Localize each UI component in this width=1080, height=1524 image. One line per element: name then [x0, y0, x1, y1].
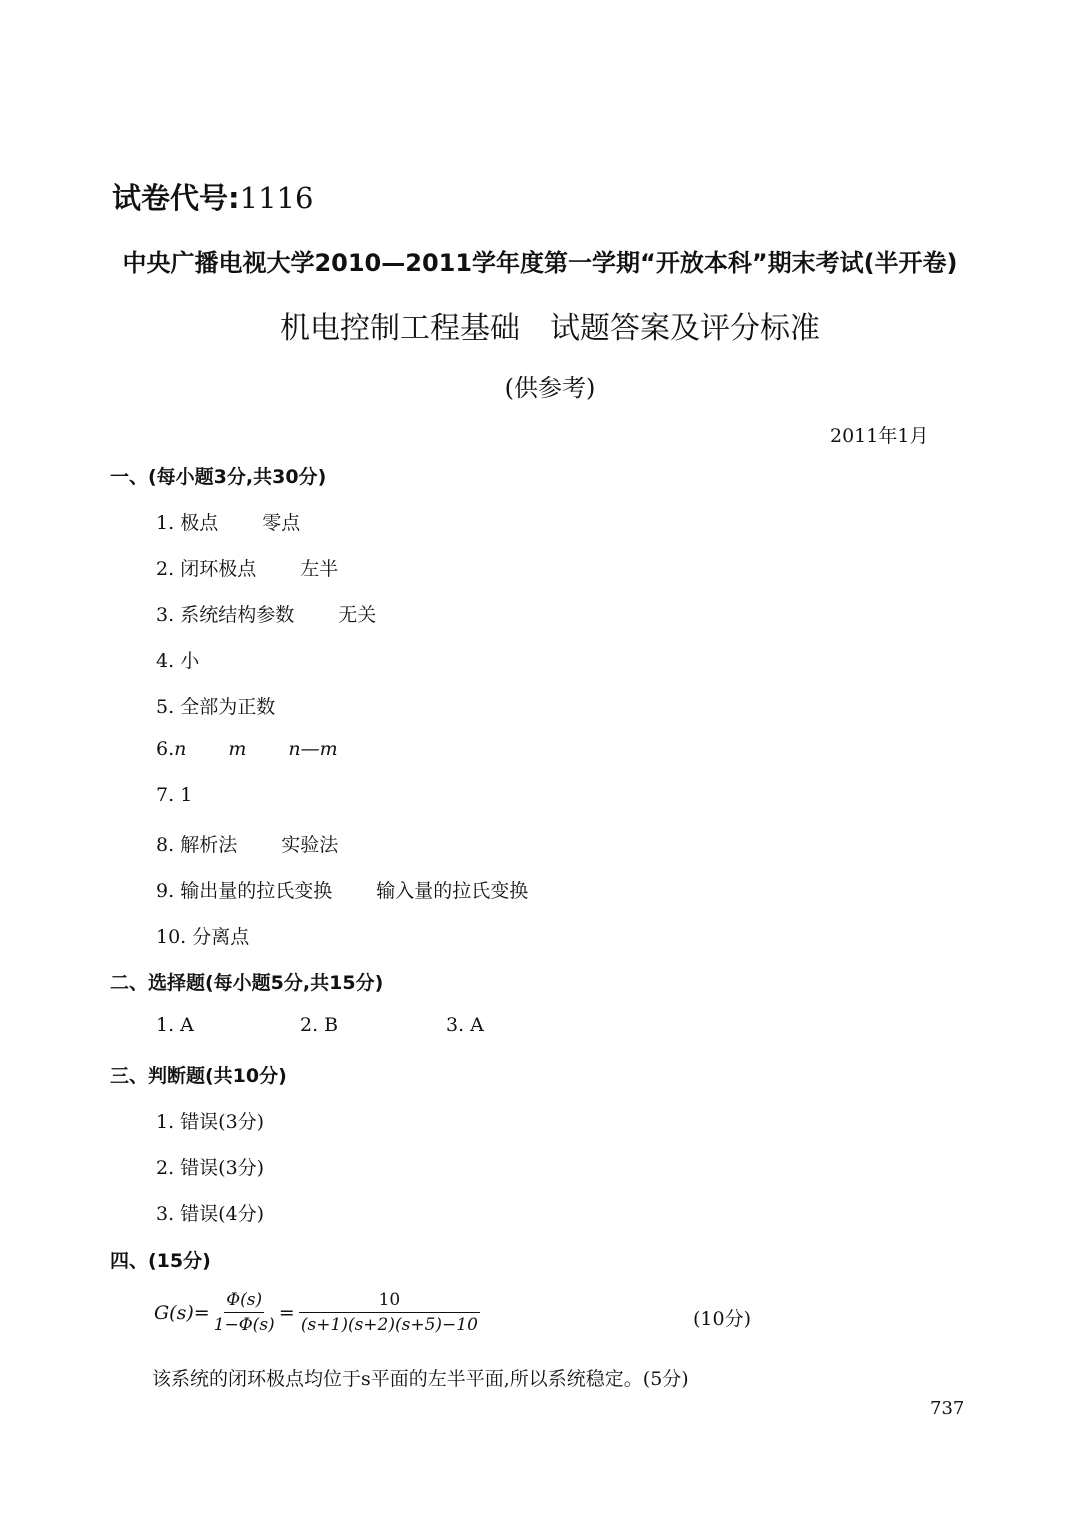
s1-item-4 — [156, 646, 199, 673]
item-answer-a: 系统结构参数 — [180, 604, 295, 626]
paper-code-value: 1116 — [239, 181, 314, 215]
s1-item-9 — [156, 876, 528, 903]
formula-fraction-2 — [299, 1290, 481, 1335]
item-answer-b: 零点 — [262, 512, 301, 534]
s1-item-10 — [156, 922, 249, 949]
item-number: 7. — [156, 784, 175, 806]
formula-equals: = — [278, 1301, 295, 1324]
s1-item-6 — [156, 738, 338, 760]
subtitle: (供参考) — [504, 374, 596, 402]
formula-fraction-1 — [214, 1290, 275, 1335]
main-title: 机电控制工程基础 试题答案及评分标准 — [280, 311, 820, 346]
fraction-1-denominator: 1−Φ(s) — [213, 1315, 275, 1335]
section-1-title: 一、(每小题3分,共30分) — [110, 466, 327, 488]
paper-code — [112, 176, 313, 217]
s1-item-1 — [156, 508, 300, 535]
section-3-title: 三、判断题(共10分) — [110, 1065, 287, 1087]
s2-answer-2: 2. B — [300, 1014, 339, 1036]
item-number: 4. — [156, 650, 175, 672]
s3-item-2: 2. 错误(3分) — [156, 1157, 265, 1179]
s2-answer-3: 3. A — [446, 1014, 484, 1036]
fraction-2-numerator: 10 — [299, 1290, 481, 1313]
exam-title: 中央广播电视大学2010—2011学年度第一学期“开放本科”期末考试(半开卷) — [122, 249, 958, 277]
section-2-title: 二、选择题(每小题5分,共15分) — [110, 972, 384, 994]
s2-answer-1: 1. A — [156, 1014, 194, 1036]
page-number: 737 — [930, 1398, 965, 1419]
item-number: 5. — [156, 696, 175, 718]
item-answer-a: 输出量的拉氏变换 — [180, 880, 333, 902]
s1-item-5 — [156, 692, 275, 719]
item-number: 8. — [156, 834, 175, 856]
item-answer-c: n—m — [288, 738, 338, 760]
item-number: 9. — [156, 880, 175, 902]
item-number: 10. — [156, 926, 187, 948]
item-answer-a: 1 — [180, 784, 193, 806]
item-answer-a: 小 — [180, 650, 200, 672]
item-answer-a: 闭环极点 — [180, 558, 257, 580]
item-answer-b: 无关 — [338, 604, 377, 626]
item-answer-a: 全部为正数 — [180, 696, 276, 718]
item-answer-a: 分离点 — [192, 926, 250, 948]
s1-item-3 — [156, 600, 376, 627]
s1-item-7 — [156, 784, 192, 806]
s1-item-8 — [156, 830, 338, 857]
s3-item-1: 1. 错误(3分) — [156, 1111, 265, 1133]
item-answer-a: 解析法 — [180, 834, 238, 856]
item-answer-b: 输入量的拉氏变换 — [376, 880, 529, 902]
s3-item-3: 3. 错误(4分) — [156, 1203, 265, 1225]
item-answer-b: m — [228, 738, 247, 760]
item-number: 1. — [156, 512, 175, 534]
exam-date: 2011年1月 — [830, 425, 929, 447]
paper-code-separator: : — [228, 181, 240, 215]
fraction-2-denominator: (s+1)(s+2)(s+5)−10 — [300, 1315, 478, 1335]
item-number: 3. — [156, 604, 175, 626]
item-answer-a: n — [174, 738, 187, 760]
paper-code-label: 试卷代号 — [112, 181, 229, 215]
formula-lhs: G(s)= — [154, 1301, 210, 1324]
section-4-title: 四、(15分) — [110, 1250, 211, 1272]
s4-conclusion: 该系统的闭环极点均位于s平面的左半平面,所以系统稳定。(5分) — [152, 1368, 689, 1390]
s1-item-2 — [156, 554, 338, 581]
s4-formula-score: (10分) — [693, 1308, 752, 1330]
item-answer-a: 极点 — [180, 512, 219, 534]
item-answer-b: 实验法 — [281, 834, 339, 856]
item-number: 2. — [156, 558, 175, 580]
item-answer-b: 左半 — [300, 558, 339, 580]
transfer-function-formula — [154, 1290, 484, 1335]
item-number: 6. — [156, 738, 175, 760]
fraction-1-numerator: Φ(s) — [224, 1290, 264, 1313]
